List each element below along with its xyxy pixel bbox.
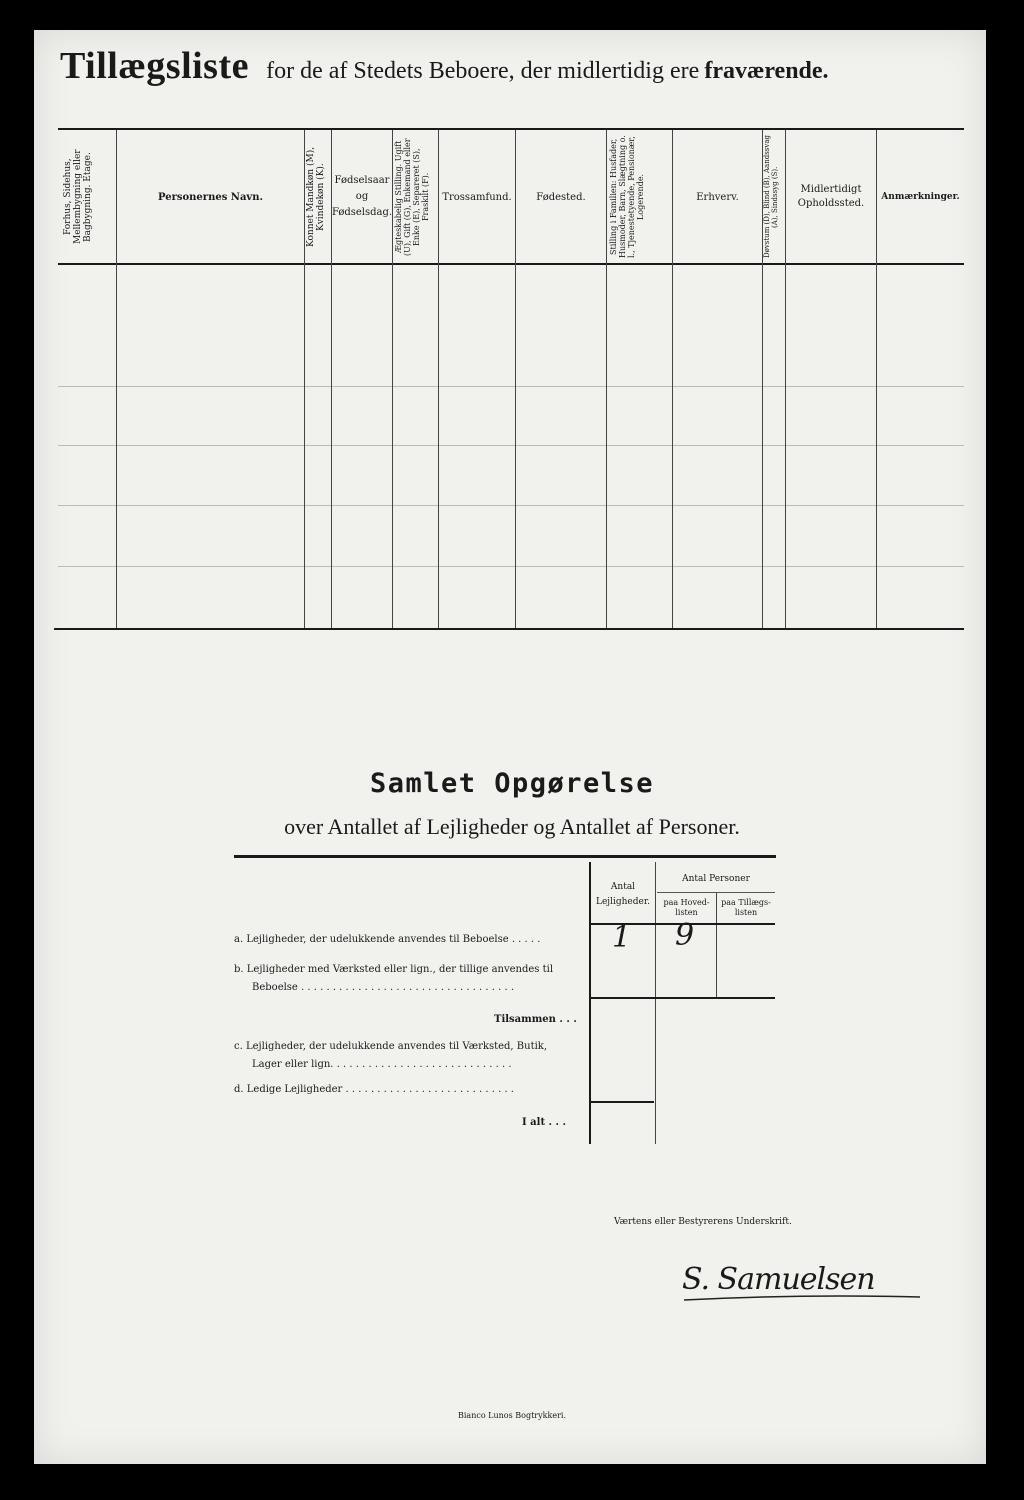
summary-row-tilsammen: Tilsammen . . . (494, 1014, 577, 1025)
table-top-rule (58, 128, 964, 130)
summary-col-persons: Antal Personer (682, 873, 750, 884)
summary-total-rule (589, 1101, 654, 1103)
summary-row-ialt: I alt . . . (522, 1117, 566, 1128)
form-title (60, 44, 940, 94)
table-header-rule (58, 263, 964, 265)
summary-row-b: b. Lejligheder med Værksted eller lign., der tillige anvendes til (234, 964, 554, 975)
summary-col-supplement-list: paa Tillægs-listen (721, 898, 771, 917)
col-header-occupation: Erhverv. (696, 191, 739, 203)
col-header-sex: Konnet Mandkøn (M), Kvindekøn (K). (306, 146, 326, 248)
summary-row-c: c. Lejligheder, der udelukkende anvendes til Værksted, Butik, (234, 1041, 548, 1052)
col-header-name: Personernes Navn. (157, 191, 263, 203)
col-header-birth: Fødselsaar og Fødselsdag. (331, 175, 393, 218)
summary-row-b-cont: Beboelse . . . . . . . . . . . . . . . . . . . . . . . . . . . . . . . . . . (252, 982, 515, 993)
row-line (58, 566, 964, 567)
summary-subtitle: over Antallet af Lejligheder og Antallet af Personer. (284, 814, 740, 839)
title-main: Tillægsliste (60, 45, 249, 87)
col-header-birthplace: Fødested. (536, 191, 586, 203)
col-header-disability: Døvstum (D), Blind (B), Aandssvag (A), Sindssyg (S). (763, 135, 779, 259)
summary-subtotal-rule (589, 997, 775, 999)
title-rest: for de af Stedets Beboere, der midlertidig ere (266, 58, 700, 84)
signature-underline (680, 1290, 930, 1306)
summary-col-main-list: paa Hoved-listen (663, 898, 710, 917)
col-header-temporary-residence: Midlertidigt Opholdssted. (797, 184, 865, 209)
signature-label: Værtens eller Bestyrerens Underskrift. (614, 1217, 792, 1227)
table-bottom-rule (54, 628, 964, 630)
printer-imprint: Bianco Lunos Bogtrykkeri. (457, 1411, 566, 1420)
title-absent: fraværende. (704, 58, 829, 84)
handwritten-persons-a: 9 (675, 918, 695, 953)
summary-col-apartments: Antal Lejligheder. (596, 882, 650, 907)
summary-divider (655, 862, 656, 1144)
summary-row-a: a. Lejligheder, der udelukkende anvendes til Beboelse . . . . . (234, 934, 541, 945)
col-header-remarks: Anmærkninger. (881, 191, 960, 202)
signature-handwritten: S. Samuelsen (682, 1262, 875, 1297)
summary-title: Samlet Opgørelse (369, 768, 655, 799)
col-header-building: Forhus, Sidehus, Mellembygning eller Bagbygning. Etage. (63, 149, 93, 245)
row-line (58, 505, 964, 506)
summary-row-d: d. Ledige Lejligheder . . . . . . . . . . . . . . . . . . . . . . . . . . . (234, 1084, 514, 1095)
row-line (58, 386, 964, 387)
row-line (58, 445, 964, 446)
col-header-religion: Trossamfund. (442, 191, 512, 203)
handwritten-apartments-a: 1 (612, 920, 632, 955)
col-header-marital: Ægteskabelig Stilling. Ugift (U), Gift (G), Enkemand eller Enke (E), Separeret (S), Fraskilt (F). (394, 138, 430, 256)
summary-row-c-cont: Lager eller lign. . . . . . . . . . . . . . . . . . . . . . . . . . . . . (252, 1059, 512, 1070)
summary-subheader-rule (657, 892, 775, 893)
col-header-family-position: Stilling i Familien: Husfader, Husmoder, Barn, Slægtning o. l., Tjenestetyende, Pensionær, Logerende. (608, 135, 645, 259)
summary-top-rule (234, 855, 776, 858)
